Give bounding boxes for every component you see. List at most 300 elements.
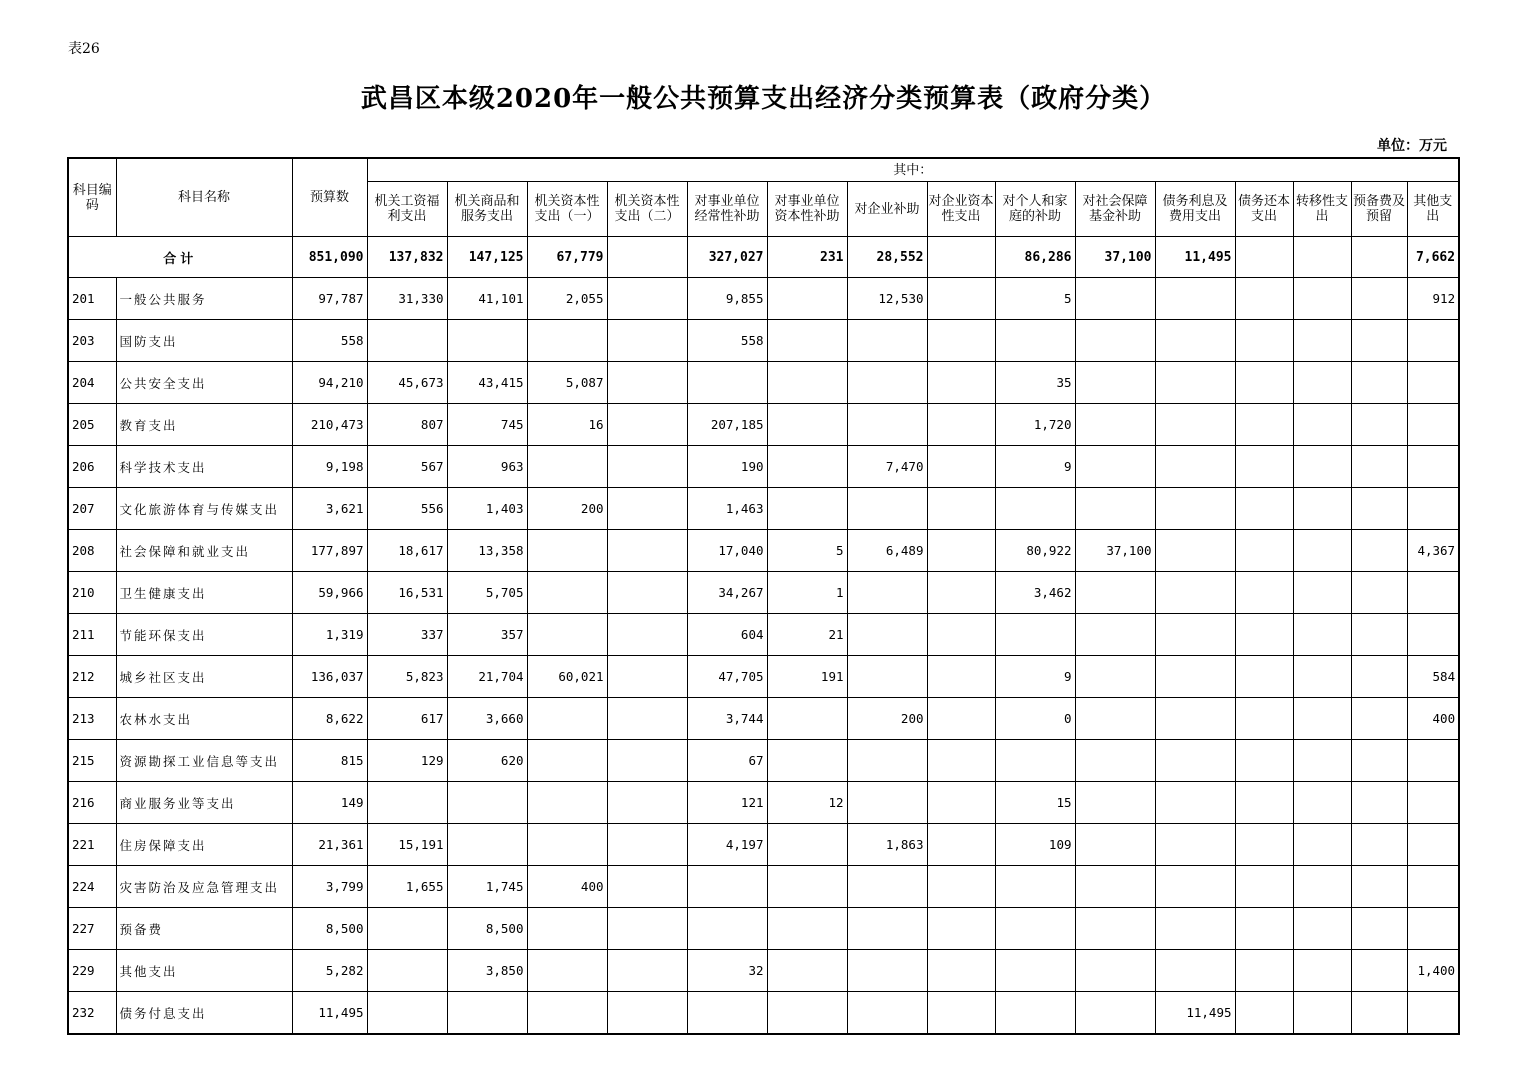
row-cell xyxy=(927,740,995,782)
row-cell xyxy=(1351,530,1407,572)
row-cell: 45,673 xyxy=(367,362,447,404)
row-cell: 3,462 xyxy=(995,572,1075,614)
row-cell xyxy=(1293,782,1351,824)
table-row xyxy=(68,404,1459,446)
row-cell: 13,358 xyxy=(447,530,527,572)
row-cell xyxy=(447,992,527,1035)
row-cell xyxy=(1075,740,1155,782)
row-cell xyxy=(607,614,687,656)
row-cell xyxy=(527,530,607,572)
row-code: 221 xyxy=(68,824,116,866)
total-cell: 137,832 xyxy=(367,237,447,278)
row-cell xyxy=(1407,488,1459,530)
row-cell xyxy=(1155,488,1235,530)
col-header: 预备费及预留 xyxy=(1351,182,1407,237)
row-budget: 558 xyxy=(292,320,367,362)
row-cell: 9 xyxy=(995,446,1075,488)
page-title: 武昌区本级2020年一般公共预算支出经济分类预算表（政府分类） xyxy=(360,84,1167,114)
row-cell xyxy=(1075,362,1155,404)
col-header: 债务还本支出 xyxy=(1235,182,1293,237)
total-cell: 11,495 xyxy=(1155,237,1235,278)
row-cell: 17,040 xyxy=(687,530,767,572)
row-cell xyxy=(1075,488,1155,530)
row-cell: 5,087 xyxy=(527,362,607,404)
row-cell xyxy=(767,488,847,530)
row-cell xyxy=(1235,950,1293,992)
row-cell xyxy=(1351,740,1407,782)
row-cell xyxy=(607,950,687,992)
row-cell xyxy=(367,782,447,824)
row-code: 205 xyxy=(68,404,116,446)
row-cell xyxy=(1075,782,1155,824)
row-cell xyxy=(1293,362,1351,404)
row-cell xyxy=(1235,530,1293,572)
row-cell xyxy=(1293,614,1351,656)
row-cell xyxy=(995,866,1075,908)
row-cell xyxy=(367,950,447,992)
table-row xyxy=(68,656,1459,698)
row-cell xyxy=(1351,950,1407,992)
row-cell xyxy=(927,488,995,530)
row-cell xyxy=(847,740,927,782)
row-cell xyxy=(847,992,927,1035)
row-cell xyxy=(687,866,767,908)
row-cell: 1 xyxy=(767,572,847,614)
row-cell xyxy=(1235,782,1293,824)
row-cell xyxy=(1293,908,1351,950)
row-cell xyxy=(687,362,767,404)
col-header: 对社会保障基金补助 xyxy=(1075,182,1155,237)
row-cell: 12,530 xyxy=(847,278,927,320)
row-cell xyxy=(527,740,607,782)
row-name: 节能环保支出 xyxy=(116,614,292,656)
row-cell xyxy=(687,908,767,950)
row-cell xyxy=(767,992,847,1035)
row-cell: 34,267 xyxy=(687,572,767,614)
total-cell xyxy=(1235,237,1293,278)
row-budget: 11,495 xyxy=(292,992,367,1035)
row-cell xyxy=(1235,488,1293,530)
row-cell xyxy=(927,698,995,740)
row-name: 住房保障支出 xyxy=(116,824,292,866)
table-row xyxy=(68,950,1459,992)
row-cell xyxy=(1293,698,1351,740)
row-cell: 1,720 xyxy=(995,404,1075,446)
row-cell xyxy=(927,446,995,488)
row-cell xyxy=(767,908,847,950)
row-cell xyxy=(527,698,607,740)
row-cell xyxy=(1351,908,1407,950)
row-cell xyxy=(1155,530,1235,572)
col-header: 机关商品和服务支出 xyxy=(447,182,527,237)
row-cell: 41,101 xyxy=(447,278,527,320)
row-name: 其他支出 xyxy=(116,950,292,992)
col-header: 其他支出 xyxy=(1407,182,1459,237)
row-budget: 177,897 xyxy=(292,530,367,572)
row-cell xyxy=(1407,866,1459,908)
row-cell xyxy=(527,992,607,1035)
row-cell: 11,495 xyxy=(1155,992,1235,1035)
row-cell xyxy=(1155,656,1235,698)
row-cell xyxy=(1155,446,1235,488)
row-cell xyxy=(995,992,1075,1035)
row-cell: 37,100 xyxy=(1075,530,1155,572)
row-code: 204 xyxy=(68,362,116,404)
table-row xyxy=(68,740,1459,782)
row-cell xyxy=(1075,866,1155,908)
row-cell xyxy=(1155,950,1235,992)
row-name: 商业服务业等支出 xyxy=(116,782,292,824)
row-cell xyxy=(1075,446,1155,488)
row-cell xyxy=(607,278,687,320)
table-row xyxy=(68,320,1459,362)
row-cell xyxy=(1155,320,1235,362)
row-cell xyxy=(995,488,1075,530)
row-code: 229 xyxy=(68,950,116,992)
row-cell: 7,470 xyxy=(847,446,927,488)
row-cell: 2,055 xyxy=(527,278,607,320)
row-cell xyxy=(1235,740,1293,782)
row-cell xyxy=(927,362,995,404)
table-row xyxy=(68,698,1459,740)
row-cell xyxy=(767,278,847,320)
row-cell: 15 xyxy=(995,782,1075,824)
row-cell xyxy=(1351,782,1407,824)
row-name: 公共安全支出 xyxy=(116,362,292,404)
row-cell xyxy=(607,320,687,362)
row-cell xyxy=(1351,278,1407,320)
row-cell xyxy=(1293,404,1351,446)
row-cell: 12 xyxy=(767,782,847,824)
row-cell xyxy=(1075,824,1155,866)
row-cell xyxy=(995,740,1075,782)
row-cell: 584 xyxy=(1407,656,1459,698)
row-name: 社会保障和就业支出 xyxy=(116,530,292,572)
row-cell: 200 xyxy=(527,488,607,530)
row-cell xyxy=(367,908,447,950)
row-cell: 5,705 xyxy=(447,572,527,614)
row-budget: 8,500 xyxy=(292,908,367,950)
row-name: 教育支出 xyxy=(116,404,292,446)
row-name: 债务付息支出 xyxy=(116,992,292,1035)
row-cell xyxy=(687,992,767,1035)
row-cell xyxy=(1407,740,1459,782)
row-cell xyxy=(1351,824,1407,866)
row-cell xyxy=(1155,866,1235,908)
row-cell xyxy=(1235,908,1293,950)
row-name: 城乡社区支出 xyxy=(116,656,292,698)
row-cell xyxy=(1407,572,1459,614)
row-code: 224 xyxy=(68,866,116,908)
row-cell: 35 xyxy=(995,362,1075,404)
total-cell xyxy=(607,237,687,278)
col-header: 对事业单位经常性补助 xyxy=(687,182,767,237)
row-budget: 9,198 xyxy=(292,446,367,488)
col-header: 机关资本性支出（二） xyxy=(607,182,687,237)
row-cell: 5,823 xyxy=(367,656,447,698)
row-cell xyxy=(927,866,995,908)
row-cell xyxy=(767,740,847,782)
total-budget: 851,090 xyxy=(292,237,367,278)
row-code: 207 xyxy=(68,488,116,530)
table-row xyxy=(68,488,1459,530)
row-cell xyxy=(847,404,927,446)
row-budget: 8,622 xyxy=(292,698,367,740)
row-cell: 6,489 xyxy=(847,530,927,572)
row-cell: 200 xyxy=(847,698,927,740)
row-budget: 21,361 xyxy=(292,824,367,866)
row-cell xyxy=(847,782,927,824)
row-cell xyxy=(1407,320,1459,362)
row-cell: 963 xyxy=(447,446,527,488)
row-cell: 3,850 xyxy=(447,950,527,992)
row-code: 210 xyxy=(68,572,116,614)
row-cell xyxy=(447,782,527,824)
row-cell xyxy=(927,614,995,656)
row-cell: 1,745 xyxy=(447,866,527,908)
row-cell xyxy=(1155,278,1235,320)
row-cell xyxy=(927,782,995,824)
table-row xyxy=(68,614,1459,656)
row-cell xyxy=(1293,278,1351,320)
row-cell: 129 xyxy=(367,740,447,782)
col-header: 对企业资本性支出 xyxy=(927,182,995,237)
col-header: 对个人和家庭的补助 xyxy=(995,182,1075,237)
table-row xyxy=(68,530,1459,572)
row-cell xyxy=(1293,446,1351,488)
row-name: 灾害防治及应急管理支出 xyxy=(116,866,292,908)
row-cell: 9 xyxy=(995,656,1075,698)
row-cell xyxy=(527,572,607,614)
row-budget: 97,787 xyxy=(292,278,367,320)
row-cell: 1,655 xyxy=(367,866,447,908)
total-cell: 86,286 xyxy=(995,237,1075,278)
row-cell xyxy=(1155,824,1235,866)
row-cell xyxy=(1155,614,1235,656)
total-cell xyxy=(1351,237,1407,278)
row-code: 215 xyxy=(68,740,116,782)
row-cell xyxy=(527,782,607,824)
row-cell xyxy=(767,824,847,866)
row-cell xyxy=(995,614,1075,656)
row-cell xyxy=(1155,362,1235,404)
row-cell xyxy=(995,950,1075,992)
row-code: 203 xyxy=(68,320,116,362)
row-cell xyxy=(1407,782,1459,824)
row-cell xyxy=(1407,824,1459,866)
table-row xyxy=(68,908,1459,950)
table-row xyxy=(68,446,1459,488)
row-budget: 59,966 xyxy=(292,572,367,614)
row-cell xyxy=(1351,572,1407,614)
row-cell xyxy=(1075,992,1155,1035)
row-cell xyxy=(1235,656,1293,698)
row-cell: 31,330 xyxy=(367,278,447,320)
row-cell: 400 xyxy=(1407,698,1459,740)
row-cell xyxy=(847,320,927,362)
col-header: 债务利息及费用支出 xyxy=(1155,182,1235,237)
row-code: 216 xyxy=(68,782,116,824)
row-cell xyxy=(1235,278,1293,320)
row-cell xyxy=(1235,446,1293,488)
row-cell xyxy=(847,614,927,656)
row-cell: 3,744 xyxy=(687,698,767,740)
row-cell xyxy=(607,698,687,740)
row-cell: 80,922 xyxy=(995,530,1075,572)
row-cell xyxy=(1155,404,1235,446)
row-cell xyxy=(1075,404,1155,446)
row-cell xyxy=(1293,656,1351,698)
row-budget: 5,282 xyxy=(292,950,367,992)
row-cell xyxy=(367,320,447,362)
row-cell xyxy=(1293,572,1351,614)
table-row xyxy=(68,866,1459,908)
row-cell xyxy=(607,488,687,530)
row-cell xyxy=(1235,992,1293,1035)
row-code: 208 xyxy=(68,530,116,572)
row-cell: 60,021 xyxy=(527,656,607,698)
total-cell: 147,125 xyxy=(447,237,527,278)
total-cell: 231 xyxy=(767,237,847,278)
row-cell xyxy=(847,908,927,950)
row-cell: 1,863 xyxy=(847,824,927,866)
row-cell: 807 xyxy=(367,404,447,446)
table-row xyxy=(68,362,1459,404)
col-header-group: 其中： xyxy=(367,158,1459,182)
row-cell xyxy=(1351,320,1407,362)
row-cell xyxy=(1075,278,1155,320)
header-row-1 xyxy=(68,158,1459,182)
row-cell xyxy=(927,572,995,614)
row-cell: 1,463 xyxy=(687,488,767,530)
row-cell: 4,197 xyxy=(687,824,767,866)
row-name: 文化旅游体育与传媒支出 xyxy=(116,488,292,530)
row-cell xyxy=(1293,866,1351,908)
row-cell xyxy=(1235,824,1293,866)
col-header: 对事业单位资本性补助 xyxy=(767,182,847,237)
row-cell xyxy=(995,908,1075,950)
total-cell xyxy=(1293,237,1351,278)
row-cell xyxy=(1235,866,1293,908)
row-cell xyxy=(1075,698,1155,740)
row-cell xyxy=(1351,362,1407,404)
total-row xyxy=(68,237,1459,278)
row-cell xyxy=(1075,320,1155,362)
table-row xyxy=(68,824,1459,866)
row-cell: 912 xyxy=(1407,278,1459,320)
row-cell xyxy=(1235,572,1293,614)
row-code: 232 xyxy=(68,992,116,1035)
row-cell xyxy=(847,950,927,992)
row-cell xyxy=(927,404,995,446)
col-header: 机关工资福利支出 xyxy=(367,182,447,237)
row-cell: 567 xyxy=(367,446,447,488)
row-cell: 357 xyxy=(447,614,527,656)
row-cell xyxy=(1293,488,1351,530)
row-cell xyxy=(607,866,687,908)
row-cell xyxy=(527,950,607,992)
row-cell: 556 xyxy=(367,488,447,530)
row-name: 科学技术支出 xyxy=(116,446,292,488)
row-cell xyxy=(1351,992,1407,1035)
row-cell xyxy=(1351,446,1407,488)
row-cell xyxy=(607,740,687,782)
row-cell xyxy=(767,866,847,908)
row-cell xyxy=(1351,404,1407,446)
row-cell: 617 xyxy=(367,698,447,740)
row-cell xyxy=(1351,488,1407,530)
col-header: 对企业补助 xyxy=(847,182,927,237)
row-cell xyxy=(927,950,995,992)
row-cell xyxy=(447,320,527,362)
row-name: 预备费 xyxy=(116,908,292,950)
row-cell xyxy=(767,404,847,446)
row-cell xyxy=(607,992,687,1035)
row-cell xyxy=(527,614,607,656)
row-cell: 5 xyxy=(995,278,1075,320)
row-cell xyxy=(1293,320,1351,362)
row-cell xyxy=(367,992,447,1035)
table-row xyxy=(68,992,1459,1035)
row-cell: 558 xyxy=(687,320,767,362)
table-row xyxy=(68,278,1459,320)
table-row xyxy=(68,572,1459,614)
row-cell xyxy=(927,992,995,1035)
row-cell xyxy=(1075,572,1155,614)
row-cell xyxy=(607,572,687,614)
row-budget: 3,621 xyxy=(292,488,367,530)
row-name: 国防支出 xyxy=(116,320,292,362)
row-cell xyxy=(767,698,847,740)
col-header: 转移性支出 xyxy=(1293,182,1351,237)
row-cell xyxy=(1235,614,1293,656)
row-cell xyxy=(607,908,687,950)
row-cell: 604 xyxy=(687,614,767,656)
row-cell: 5 xyxy=(767,530,847,572)
row-cell xyxy=(1407,446,1459,488)
row-cell xyxy=(607,362,687,404)
row-cell: 207,185 xyxy=(687,404,767,446)
total-cell: 28,552 xyxy=(847,237,927,278)
row-cell: 16 xyxy=(527,404,607,446)
table-row xyxy=(68,782,1459,824)
row-cell xyxy=(1351,866,1407,908)
row-cell xyxy=(927,824,995,866)
budget-table xyxy=(67,157,1460,1035)
row-cell xyxy=(847,362,927,404)
row-cell xyxy=(1407,908,1459,950)
row-cell xyxy=(1351,656,1407,698)
row-cell xyxy=(1155,782,1235,824)
row-cell: 745 xyxy=(447,404,527,446)
row-budget: 3,799 xyxy=(292,866,367,908)
row-cell: 620 xyxy=(447,740,527,782)
row-cell xyxy=(847,572,927,614)
row-cell xyxy=(527,320,607,362)
table-number-label: 表26 xyxy=(68,41,100,57)
row-cell: 16,531 xyxy=(367,572,447,614)
row-cell: 18,617 xyxy=(367,530,447,572)
row-cell xyxy=(1075,908,1155,950)
row-cell: 21 xyxy=(767,614,847,656)
row-cell xyxy=(1155,908,1235,950)
row-cell: 337 xyxy=(367,614,447,656)
row-cell xyxy=(607,656,687,698)
row-cell xyxy=(1235,362,1293,404)
row-code: 201 xyxy=(68,278,116,320)
total-cell: 37,100 xyxy=(1075,237,1155,278)
col-header: 机关资本性支出（一） xyxy=(527,182,607,237)
